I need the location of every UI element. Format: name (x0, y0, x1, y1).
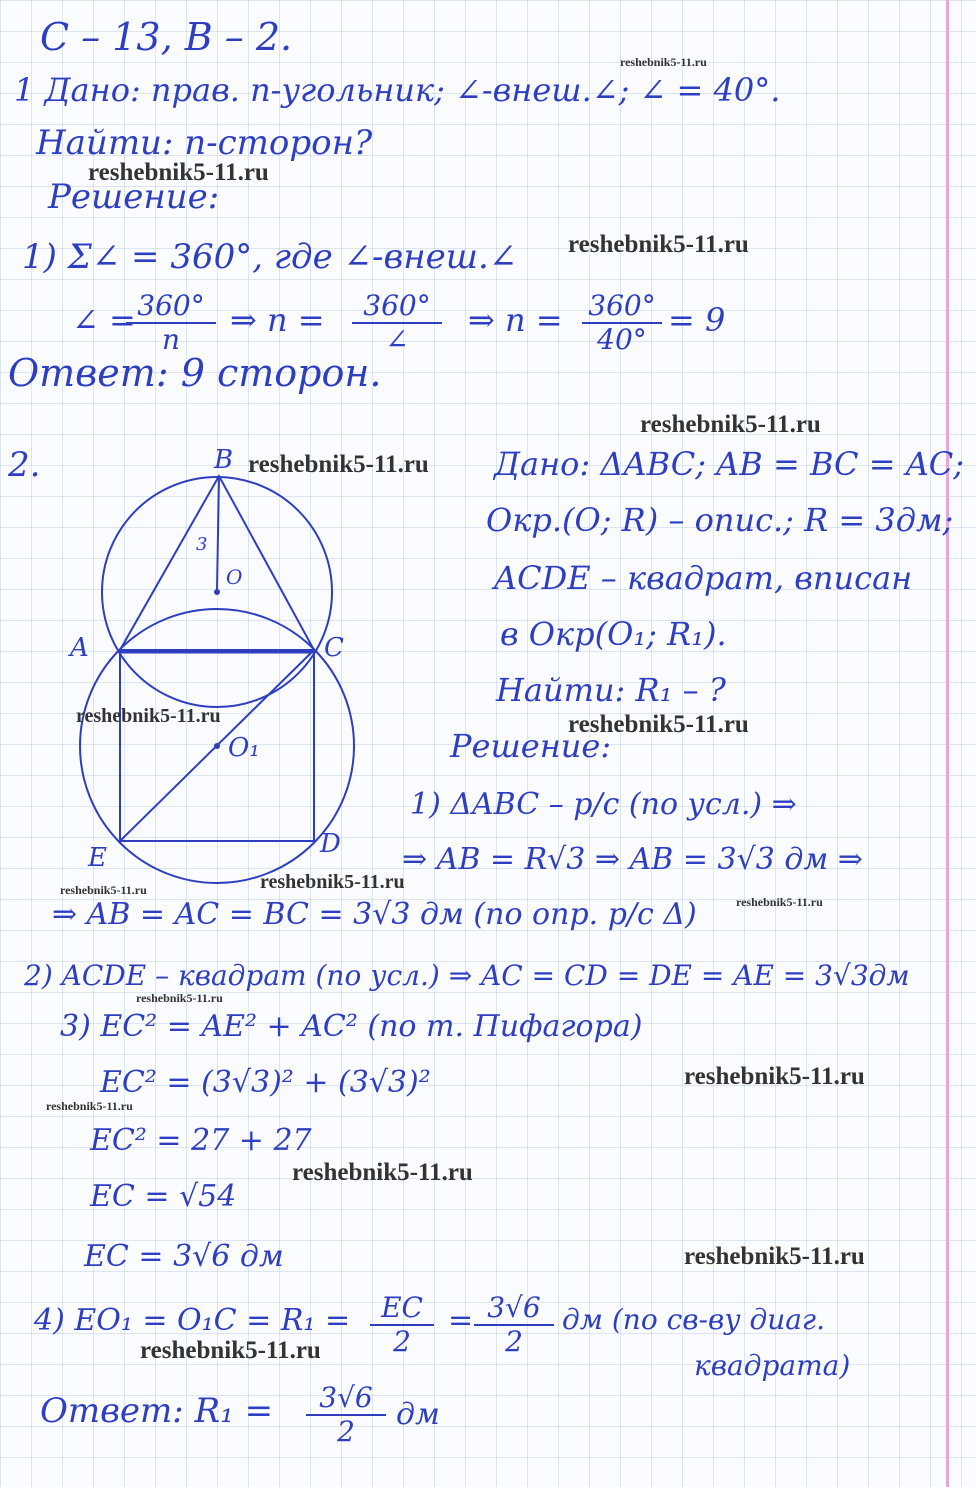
problem1-solution-label: Решение: (48, 177, 220, 217)
watermark: reshebnik5-11.ru (260, 871, 405, 893)
watermark: reshebnik5-11.ru (76, 705, 221, 727)
answer-fraction (306, 1381, 386, 1448)
fraction-numerator: 3√6 (306, 1384, 386, 1416)
radius-bo (217, 476, 219, 590)
problem2-answer-lhs: Ответ: R₁ = (40, 1391, 274, 1431)
problem2-given-line3: ACDE – квадрат, вписан (494, 559, 913, 597)
watermark: reshebnik5-11.ru (140, 1337, 321, 1364)
watermark: reshebnik5-11.ru (684, 1063, 865, 1090)
watermark: reshebnik5-11.ru (640, 411, 821, 438)
label-o1: O₁ (228, 733, 260, 763)
problem1-step1: 1) Σ∠ = 360°, где ∠-внеш.∠ (22, 237, 518, 277)
watermark: reshebnik5-11.ru (568, 231, 749, 258)
formula-arrow1: ⇒ n = (230, 301, 325, 339)
fraction-denominator: ∠ (385, 323, 409, 356)
problem2-solution-label: Решение: (450, 727, 612, 765)
problem1-find: Найти: n-сторон? (36, 123, 373, 163)
fraction-numerator: 3√6 (474, 1294, 554, 1326)
variant-header: С – 13, В – 2. (40, 15, 293, 59)
fraction-denominator: 2 (337, 1415, 355, 1448)
step3-line3: EC² = 27 + 27 (90, 1123, 312, 1158)
label-radius: 3 (196, 534, 208, 555)
step4-eq: = (448, 1303, 474, 1338)
formula-arrow2: ⇒ n = (468, 301, 563, 339)
label-e: E (88, 843, 107, 873)
step1-line3: ⇒ AB = AC = BC = 3√3 дм (по опр. р/с Δ) (52, 897, 697, 932)
watermark: reshebnik5-11.ru (568, 711, 749, 738)
problem2-given-line5: Найти: R₁ – ? (496, 671, 726, 709)
watermark: reshebnik5-11.ru (60, 883, 147, 897)
step1-line2: ⇒ AB = R√3 ⇒ AB = 3√3 дм ⇒ (402, 842, 863, 877)
watermark: reshebnik5-11.ru (292, 1159, 473, 1186)
fraction-denominator: 40° (597, 323, 647, 356)
step3-line4: EC = √54 (90, 1179, 237, 1214)
fraction-denominator: 2 (393, 1325, 411, 1358)
problem1-answer: Ответ: 9 сторон. (8, 351, 382, 395)
step4-continuation: квадрата) (694, 1349, 851, 1382)
label-a: A (70, 633, 89, 663)
center-o-dot (214, 589, 220, 595)
formula-result: = 9 (668, 301, 726, 339)
watermark: reshebnik5-11.ru (136, 991, 223, 1005)
watermark: reshebnik5-11.ru (620, 55, 707, 69)
label-d: D (320, 829, 341, 859)
fraction-3sqrt6-over-2 (474, 1291, 554, 1358)
problem2-number: 2. (8, 445, 41, 485)
watermark: reshebnik5-11.ru (248, 451, 429, 478)
problem2-given-line4: в Окр(O₁; R₁). (500, 615, 727, 653)
center-o1-dot (214, 743, 220, 749)
fraction-numerator: 360° (352, 292, 442, 324)
problem2-given-line1: Дано: ΔABC; AB = BC = AC; (494, 445, 965, 483)
problem2-given-line2: Окр.(O; R) – опис.; R = 3дм; (486, 501, 954, 539)
step3-line5: EC = 3√6 дм (84, 1239, 284, 1274)
watermark: reshebnik5-11.ru (46, 1099, 133, 1113)
fraction-denominator: 2 (505, 1325, 523, 1358)
step3-line2: EC² = (3√3)² + (3√3)² (100, 1065, 431, 1100)
step1-line1: 1) ΔABC – р/с (по усл.) ⇒ (410, 787, 797, 822)
label-c: C (324, 633, 344, 663)
problem2-answer-unit: дм (396, 1397, 440, 1432)
fraction-numerator: 360° (582, 292, 662, 324)
fraction-denominator: n (161, 323, 181, 356)
step4-unit: дм (по св-ву диаг. (562, 1303, 825, 1336)
watermark: reshebnik5-11.ru (684, 1243, 865, 1270)
fraction-ec-over-2 (370, 1291, 434, 1358)
step2: 2) ACDE – квадрат (по усл.) ⇒ AC = CD = DE = AE = 3√3дм (24, 959, 910, 992)
watermark: reshebnik5-11.ru (736, 895, 823, 909)
problem1-given: 1 Дано: прав. n-угольник; ∠-внеш.∠; ∠ = 40°. (14, 71, 781, 109)
fraction-numerator: 360° (126, 292, 216, 324)
watermark: reshebnik5-11.ru (88, 159, 269, 186)
fraction-numerator: EC (370, 1294, 434, 1326)
step4-lhs: 4) EO₁ = O₁C = R₁ = (34, 1303, 351, 1338)
step3: 3) EC² = AE² + AC² (по т. Пифагора) (60, 1009, 643, 1044)
label-o: O (226, 565, 243, 589)
label-b: B (214, 445, 234, 475)
formula-lhs: ∠ = (72, 301, 136, 339)
